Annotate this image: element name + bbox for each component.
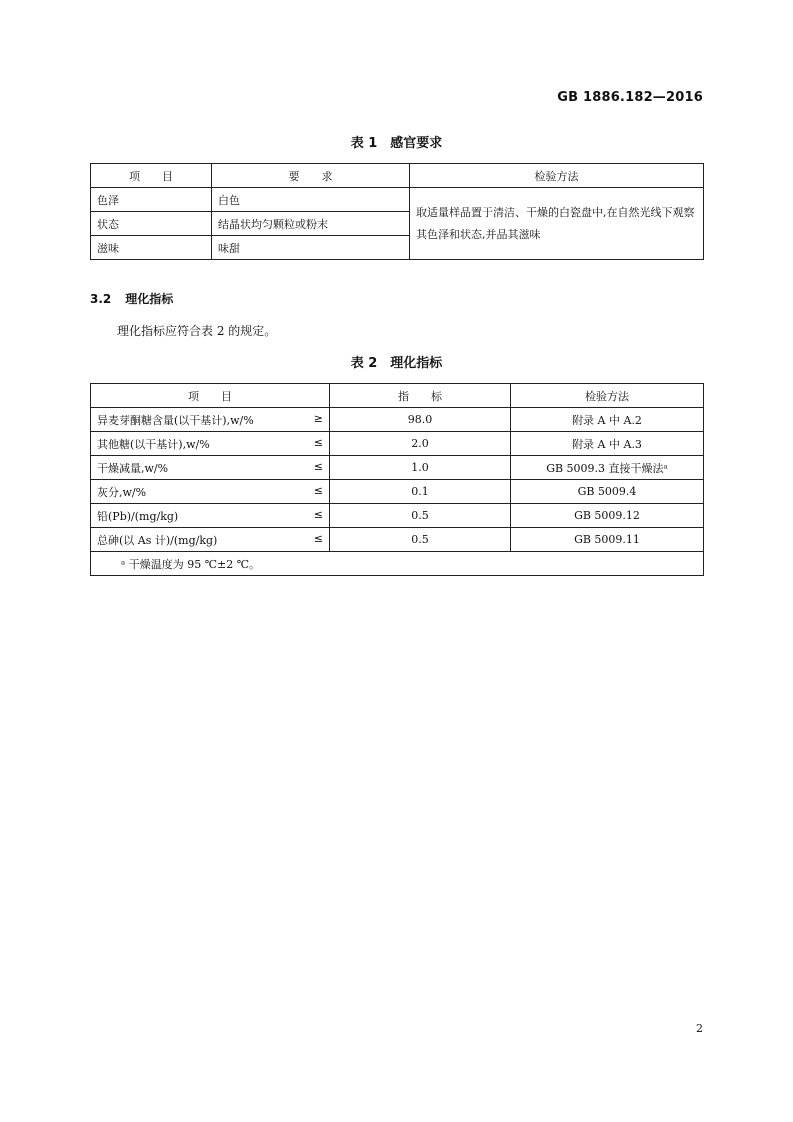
- comparison-sign: ≤: [313, 507, 323, 521]
- comparison-sign: ≥: [313, 411, 323, 425]
- table2-title: 表 2 理化指标: [350, 356, 443, 371]
- row-value: 0.1: [330, 480, 511, 504]
- sensory-method: 取适量样品置于清洁、干燥的白瓷盘中,在自然光线下观察其色泽和状态,并品其滋味: [410, 188, 704, 260]
- row-item: 色泽: [91, 188, 212, 212]
- comparison-sign: ≤: [313, 483, 323, 497]
- row-method: 附录 A 中 A.3: [511, 432, 704, 456]
- row-value: 2.0: [330, 432, 511, 456]
- row-requirement: 结晶状均匀颗粒或粉末: [212, 212, 410, 236]
- item-label: 灰分,w/%: [97, 485, 147, 499]
- table-header-row: [91, 384, 704, 408]
- row-item: 滋味: [91, 236, 212, 260]
- comparison-sign: ≤: [313, 459, 323, 473]
- row-value: 0.5: [330, 504, 511, 528]
- physicochemical-indicators-table: [90, 383, 704, 576]
- comparison-sign: ≤: [313, 531, 323, 545]
- row-method: GB 5009.4: [511, 480, 704, 504]
- column-header-method: 检验方法: [410, 164, 704, 188]
- comparison-sign: ≤: [313, 435, 323, 449]
- sensory-requirements-table: [90, 163, 704, 260]
- row-method: GB 5009.12: [511, 504, 704, 528]
- table-row: [91, 456, 704, 480]
- item-label: 铅(Pb)/(mg/kg): [97, 509, 179, 523]
- section-paragraph: 理化指标应符合表 2 的规定。: [117, 324, 277, 338]
- table-row: [91, 504, 704, 528]
- row-requirement: 味甜: [212, 236, 410, 260]
- table-footnote-row: [91, 552, 704, 576]
- row-requirement: 白色: [212, 188, 410, 212]
- page-number: 2: [696, 1022, 703, 1035]
- row-item: [91, 528, 330, 552]
- row-method: 附录 A 中 A.2: [511, 408, 704, 432]
- table-row: [91, 528, 704, 552]
- row-value: 98.0: [330, 408, 511, 432]
- table-row: [91, 408, 704, 432]
- row-item: 状态: [91, 212, 212, 236]
- row-item: [91, 432, 330, 456]
- item-label: 总砷(以 As 计)/(mg/kg): [97, 533, 218, 547]
- column-header-indicator: 指 标: [330, 384, 511, 408]
- row-item: [91, 408, 330, 432]
- row-value: 1.0: [330, 456, 511, 480]
- table-footnote: ᵃ 干燥温度为 95 ℃±2 ℃。: [91, 552, 704, 576]
- item-label: 异麦芽酮糖含量(以干基计),w/%: [97, 413, 254, 427]
- row-value: 0.5: [330, 528, 511, 552]
- section-title: 理化指标: [125, 292, 174, 306]
- row-method: GB 5009.3 直接干燥法ᵃ: [511, 456, 704, 480]
- row-item: [91, 456, 330, 480]
- column-header-item: 项 目: [91, 384, 330, 408]
- column-header-item: 项 目: [91, 164, 212, 188]
- table1-title: 表 1 感官要求: [350, 136, 443, 151]
- table-row: [91, 432, 704, 456]
- column-header-requirement: 要 求: [212, 164, 410, 188]
- section-heading: [90, 290, 173, 307]
- standard-code: GB 1886.182—2016: [557, 90, 703, 105]
- row-item: [91, 480, 330, 504]
- item-label: 干燥减量,w/%: [97, 461, 169, 475]
- item-label: 其他糖(以干基计),w/%: [97, 437, 210, 451]
- table-header-row: [91, 164, 704, 188]
- table-row: [91, 188, 704, 212]
- row-method: GB 5009.11: [511, 528, 704, 552]
- column-header-method: 检验方法: [511, 384, 704, 408]
- table-row: [91, 480, 704, 504]
- section-number: 3.2: [90, 292, 112, 306]
- row-item: [91, 504, 330, 528]
